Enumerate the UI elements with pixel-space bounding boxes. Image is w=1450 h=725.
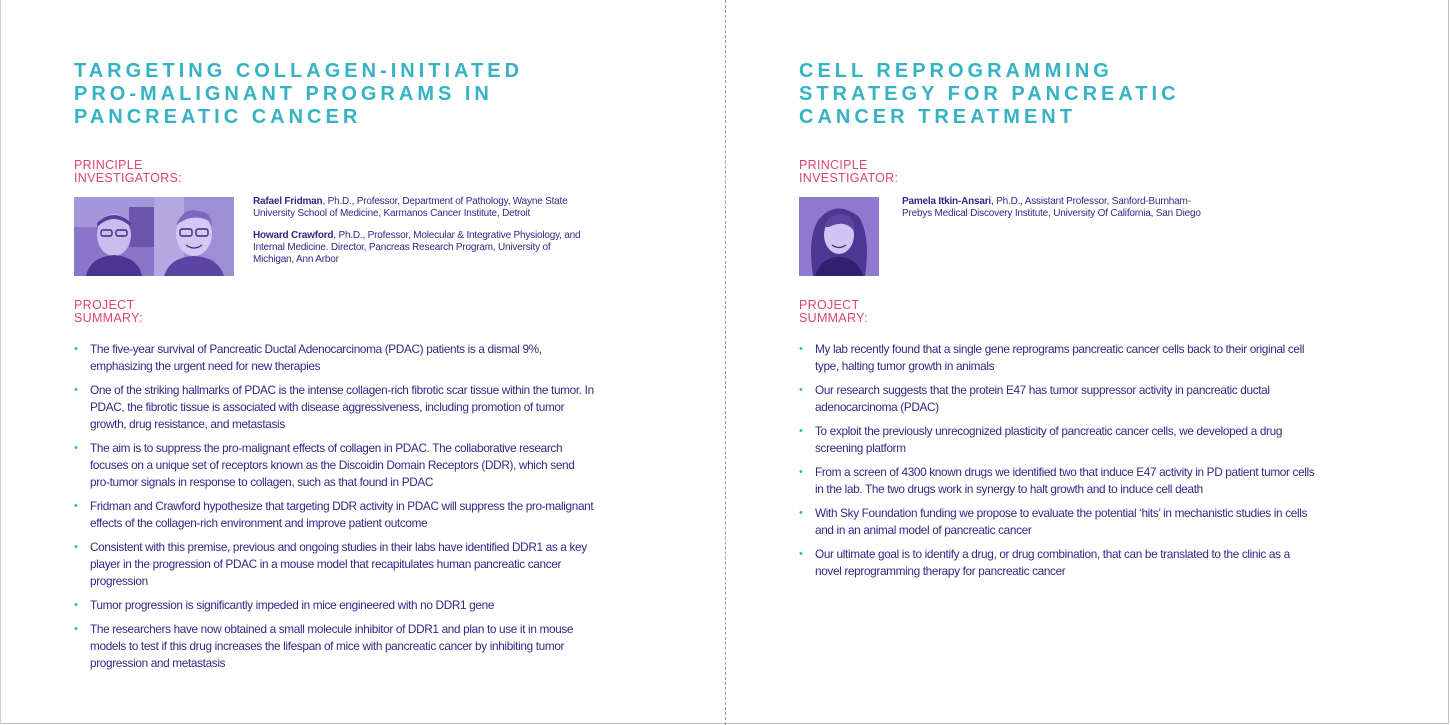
summary-bullet: • Our research suggests that the protein E47 has tumor suppressor activity in pancreatic ductal adenocarcinoma (PDAC) [799, 382, 1319, 416]
investigator-bio: Rafael Fridman, Ph.D., Professor, Department of Pathology, Wayne State University School of Medicine, Karmanos Cancer Institute, Detroit [253, 196, 568, 219]
summary-bullet: • Tumor progression is significantly impeded in mice engineered with no DDR1 gene [74, 597, 594, 614]
left-title-line: TARGETING COLLAGEN-INITIATED [74, 60, 524, 82]
left-project-title [74, 60, 594, 129]
right-summary-label: PROJECT SUMMARY: [799, 298, 868, 325]
summary-bullet: • Consistent with this premise, previous and ongoing studies in their labs have identified DDR1 as a key player in the progression of PDAC in a mouse model that recapitulates human pancreatic cancer progression [74, 539, 594, 590]
investigator-bio: Howard Crawford, Ph.D., Professor, Molecular & Integrative Physiology, and Internal Medicine. Director, Pancreas Research Program, University of Michigan, Ann Arbor [253, 230, 581, 265]
left-investigator-photos [74, 197, 234, 276]
summary-bullet: • To exploit the previously unrecognized plasticity of pancreatic cancer cells, we developed a drug screening platform [799, 423, 1319, 457]
right-project [799, 60, 1319, 578]
summary-bullet: • From a screen of 4300 known drugs we identified two that induce E47 activity in PD patient tumor cells in the lab. The two drugs work in synergy to halt growth and to induce cell death [799, 464, 1319, 498]
right-investigator-photos [799, 197, 879, 276]
right-title-line: CANCER TREATMENT [799, 106, 1076, 128]
right-investigator-bios [902, 196, 1202, 230]
left-summary-label: PROJECT SUMMARY: [74, 298, 143, 325]
right-pi-label: PRINCIPLE INVESTIGATOR: [799, 158, 899, 185]
left-summary-list [74, 341, 594, 679]
crawford-photo [154, 197, 234, 276]
left-title-line: PRO-MALIGNANT PROGRAMS IN [74, 83, 493, 105]
summary-bullet: • The aim is to suppress the pro-malignant effects of collagen in PDAC. The collaborative research focuses on a unique set of receptors known as the Discoidin Domain Receptors (DDR), which send pro-tumor signals in response to collagen, such as that found in PDAC [74, 440, 594, 491]
left-title-line: PANCREATIC CANCER [74, 106, 362, 128]
summary-bullet: • With Sky Foundation funding we propose to evaluate the potential ‘hits’ in mechanistic studies in cells and in an animal model of pancreatic cancer [799, 505, 1319, 539]
investigator-bio: Pamela Itkin-Ansari, Ph.D., Assistant Professor, Sanford-Burnham-Prebys Medical Discovery Institute, University Of California, San Diego [902, 196, 1201, 219]
summary-bullet: • Fridman and Crawford hypothesize that targeting DDR activity in PDAC will suppress the pro-malignant effects of the collagen-rich environment and improve patient outcome [74, 498, 594, 532]
summary-bullet: • Our ultimate goal is to identify a drug, or drug combination, that can be translated to the clinic as a novel reprogramming therapy for pancreatic cancer [799, 546, 1319, 580]
page-fold-divider [725, 0, 726, 725]
summary-bullet: • The researchers have now obtained a small molecule inhibitor of DDR1 and plan to use it in mouse models to test if this drug increases the lifespan of mice with pancreatic cancer by inhibiting tumor progression and metastasis [74, 621, 594, 672]
fridman-photo [74, 197, 154, 276]
left-project [74, 60, 594, 670]
summary-bullet: • My lab recently found that a single gene reprograms pancreatic cancer cells back to their original cell type, halting tumor growth in animals [799, 341, 1319, 375]
right-title-line: STRATEGY FOR PANCREATIC [799, 83, 1180, 105]
right-project-title [799, 60, 1319, 129]
summary-bullet: • The five-year survival of Pancreatic Ductal Adenocarcinoma (PDAC) patients is a dismal 9%, emphasizing the urgent need for new therapies [74, 341, 594, 375]
left-pi-label: PRINCIPLE INVESTIGATORS: [74, 158, 182, 185]
right-summary-list [799, 341, 1319, 587]
summary-bullet: • One of the striking hallmarks of PDAC is the intense collagen-rich fibrotic scar tissue within the tumor. In PDAC, the fibrotic tissue is associated with disease aggressiveness, including promotion of tumor growth, drug resistance, and metastasis [74, 382, 594, 433]
left-investigator-bios [253, 196, 583, 276]
itkin-ansari-photo [799, 197, 879, 276]
right-title-line: CELL REPROGRAMMING [799, 60, 1113, 82]
